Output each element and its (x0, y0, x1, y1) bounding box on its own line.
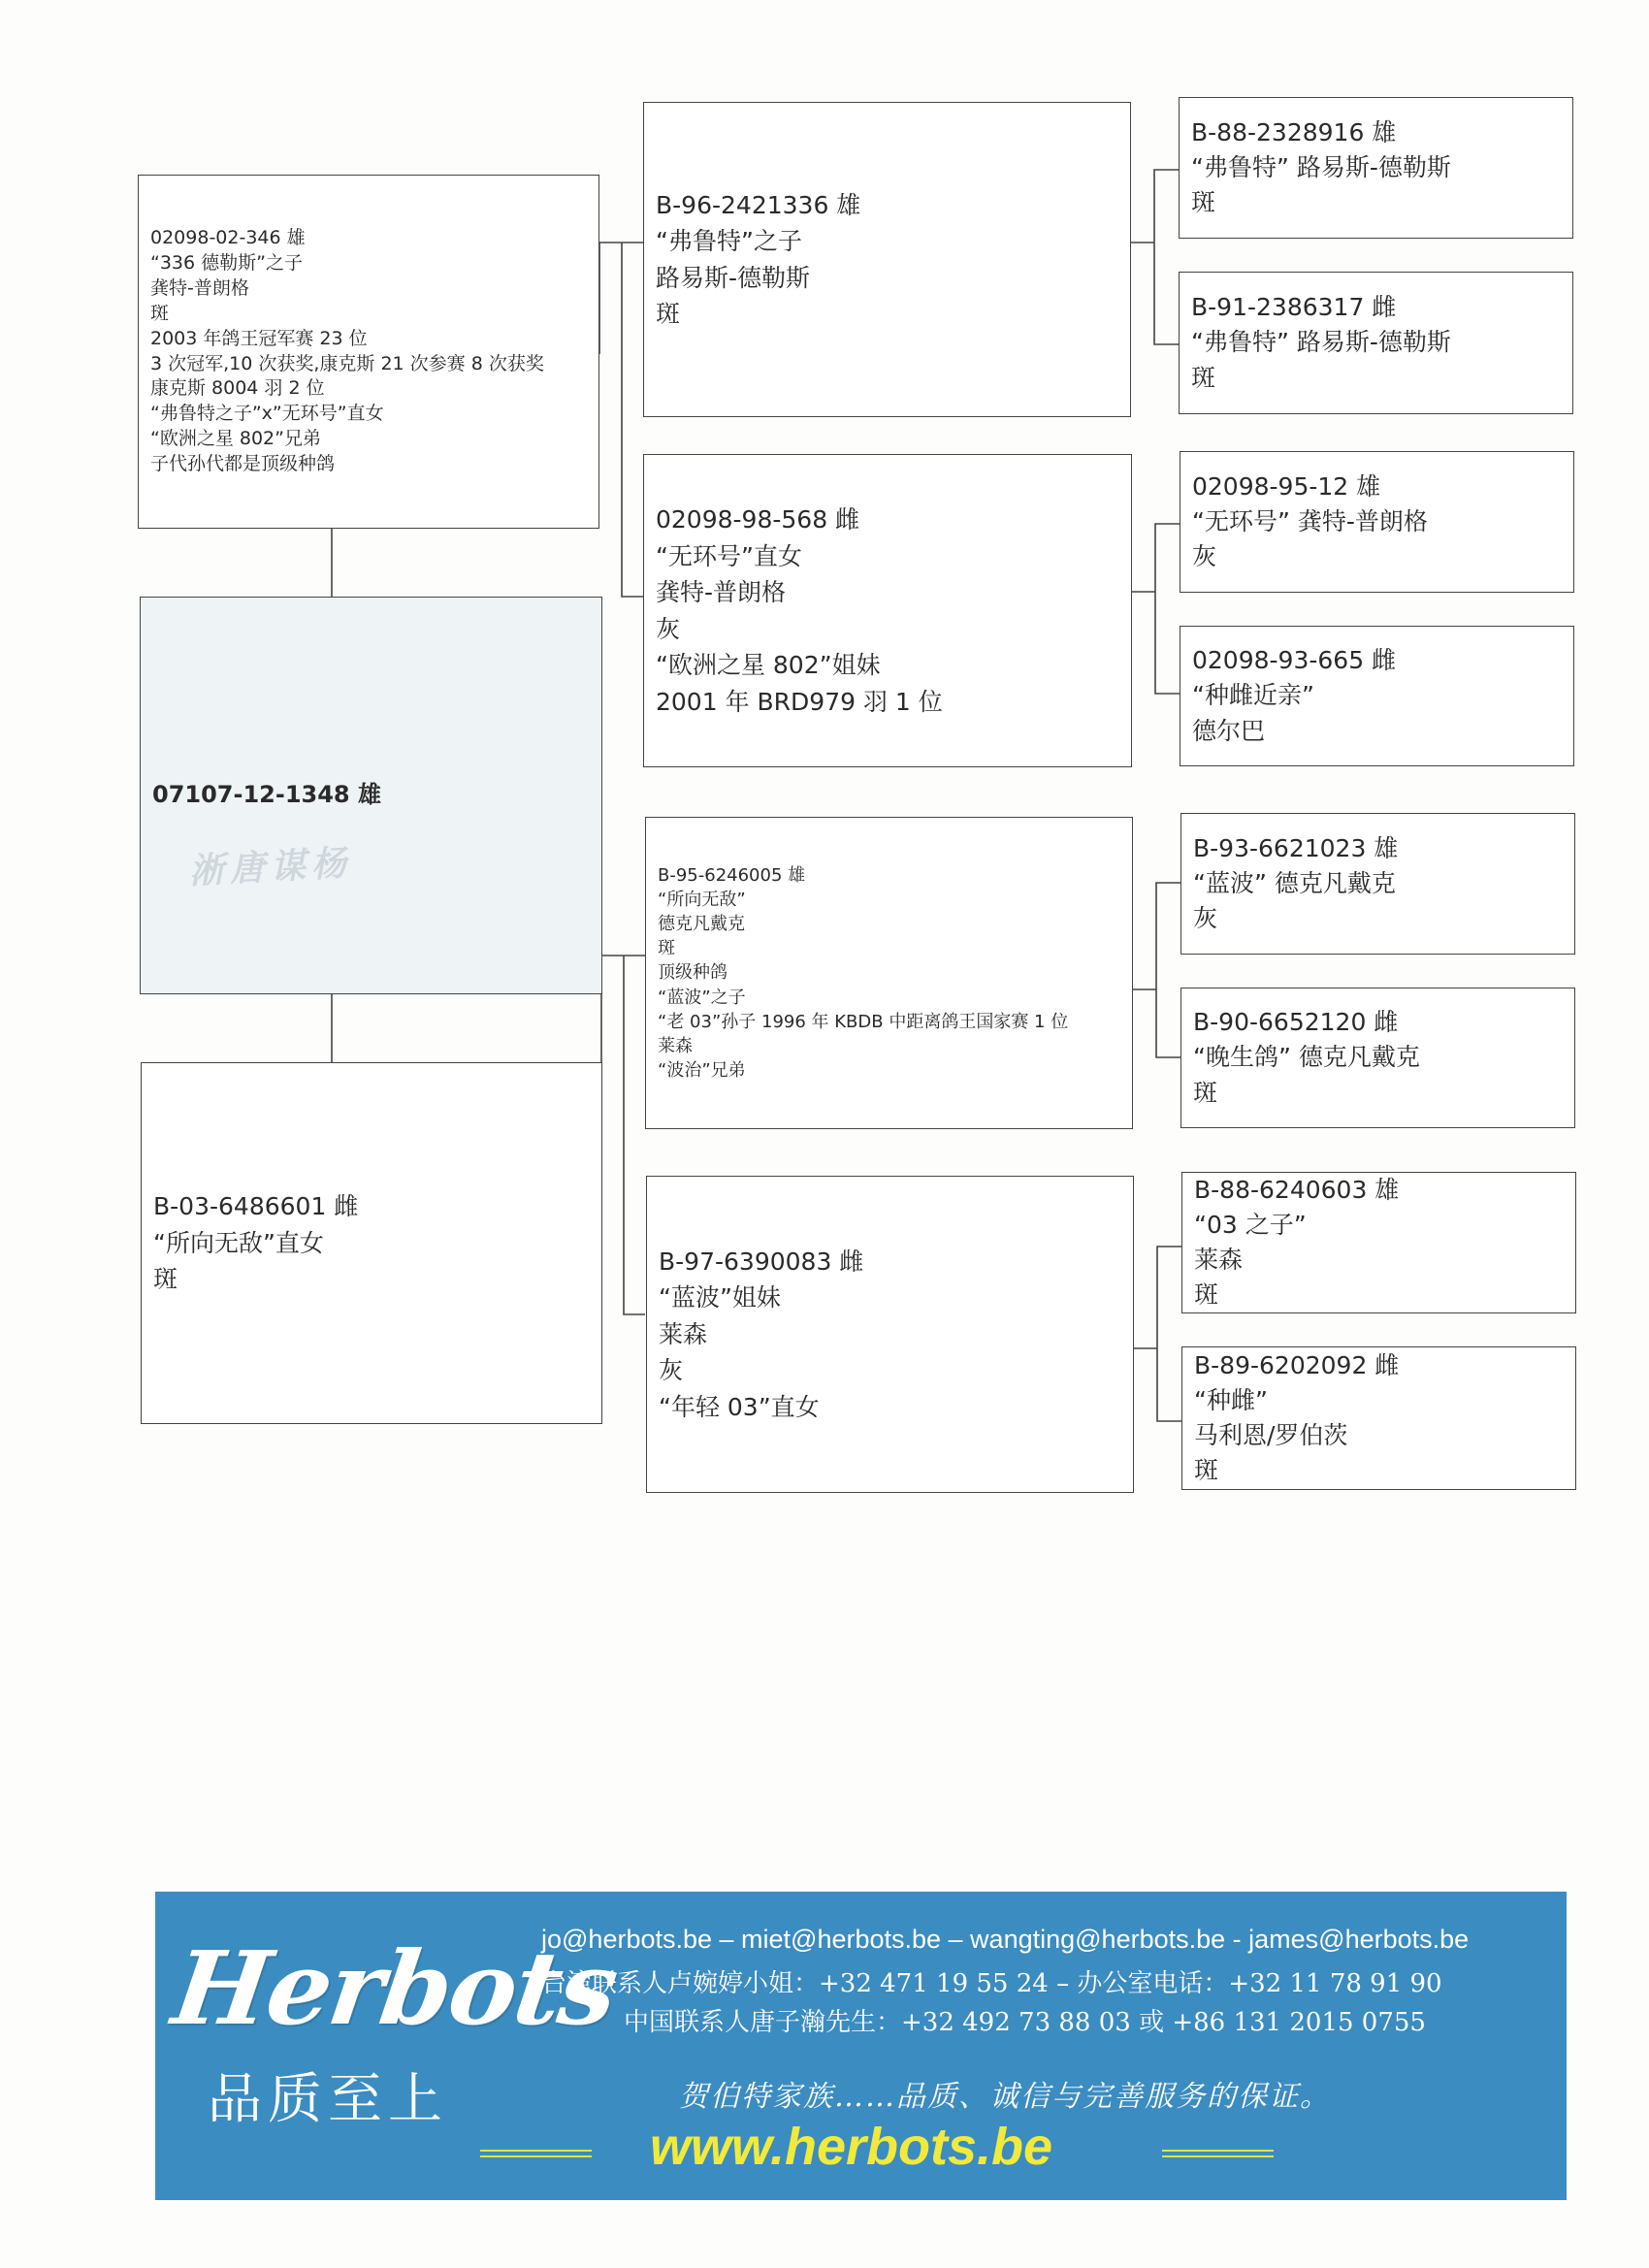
ggp1-line: 斑 (1191, 188, 1216, 217)
email-contacts[interactable]: jo@herbots.be – miet@herbots.be – wangting@herbots.be - james@herbots.be (541, 1925, 1470, 1954)
gp3-line: 斑 (658, 938, 675, 959)
gp3-ring: B-95-6246005 雄 (658, 864, 806, 886)
ggp8-ring: B-89-6202092 雌 (1194, 1350, 1400, 1379)
gp1-ring: B-96-2421336 雄 (656, 190, 861, 219)
ggp5-line: 灰 (1193, 904, 1218, 933)
gp3-line: 德克凡戴克 (658, 914, 745, 935)
ggp4-line: “种雌近亲” (1192, 681, 1314, 710)
connector-dam-gp (601, 956, 645, 1314)
ggp3-line: 灰 (1192, 542, 1217, 571)
ggp6-line: “晚生鸽” 德克凡戴克 (1193, 1043, 1420, 1072)
gp3-line: “老 03”孙子 1996 年 KBDB 中距离鸽王国家赛 1 位 (658, 1011, 1069, 1032)
great-grandparent-box-6 (1180, 988, 1575, 1128)
gp2-ring: 02098-98-568 雌 (656, 505, 860, 534)
connector-sire-gp (599, 243, 643, 597)
ggp1-line: “弗鲁特” 路易斯-德勒斯 (1191, 152, 1451, 181)
handwritten-signature: 淅唐谋杨 (187, 842, 353, 892)
ggp4-line: 德尔巴 (1192, 716, 1266, 745)
sire-line: “弗鲁特之子”x”无环号”直女 (150, 403, 384, 425)
ggp2-ring: B-91-2386317 雌 (1191, 293, 1397, 322)
ggp8-line: 马利恩/罗伯茨 (1194, 1421, 1348, 1449)
decorative-rule-left (480, 2150, 592, 2157)
gp4-ring: B-97-6390083 雌 (659, 1247, 864, 1276)
sire-line: “336 德勒斯”之子 (150, 252, 303, 275)
great-grandparent-box-8 (1181, 1346, 1576, 1490)
great-grandparent-box-3 (1180, 451, 1574, 593)
connector-gp1-ggp (1131, 170, 1179, 344)
taiwan-contact: 台湾联系人卢婉婷小姐：+32 471 19 55 24 – 办公室电话：+32 11 78 91 90 (541, 1969, 1442, 1998)
sire-line: 斑 (150, 302, 170, 324)
ggp7-line: 斑 (1194, 1280, 1219, 1310)
slogan: 品质至上 (208, 2068, 448, 2131)
website-link[interactable]: www.herbots.be (650, 2118, 1053, 2176)
sire-line: 龚特-普朗格 (150, 277, 249, 300)
gp2-line: 灰 (656, 614, 681, 643)
ggp2-line: 斑 (1191, 363, 1216, 392)
tagline: 贺伯特家族……品质、诚信与完善服务的保证。 (679, 2080, 1331, 2114)
gp4-line: 灰 (659, 1356, 684, 1385)
decorative-rule-right (1162, 2150, 1274, 2157)
gp1-line: 路易斯-德勒斯 (656, 263, 811, 292)
ggp1-ring: B-88-2328916 雄 (1191, 117, 1397, 146)
ggp7-line: “03 之子” (1194, 1210, 1307, 1239)
china-contact: 中国联系人唐子瀚先生：+32 492 73 88 03 或 +86 131 2015 0755 (624, 2008, 1426, 2037)
ggp2-line: “弗鲁特” 路易斯-德勒斯 (1191, 328, 1451, 357)
gp2-line: 2001 年 BRD979 羽 1 位 (656, 687, 943, 716)
dam-box (141, 1062, 602, 1424)
gp2-line: 龚特-普朗格 (656, 578, 787, 606)
sire-line: “欧洲之星 802”兄弟 (150, 427, 321, 449)
ggp7-ring: B-88-6240603 雄 (1194, 1175, 1400, 1204)
sire-ring: 02098-02-346 雄 (150, 227, 306, 249)
sire-line: 康克斯 8004 羽 2 位 (150, 377, 325, 400)
sire-line: 2003 年鸽王冠军赛 23 位 (150, 327, 368, 349)
gp3-line: “蓝波”之子 (658, 987, 746, 1008)
ggp5-line: “蓝波” 德克凡戴克 (1193, 868, 1396, 897)
connector-gp4-ggp (1134, 1247, 1181, 1421)
gp3-line: “所向无敌” (658, 889, 746, 910)
herbots-logo: Herbots (166, 1928, 624, 2048)
great-grandparent-box-7 (1181, 1172, 1576, 1313)
sire-line: 子代孙代都是顶级种鸽 (150, 452, 336, 474)
gp1-line: 斑 (656, 300, 681, 328)
ggp7-line: 莱森 (1194, 1246, 1244, 1274)
ggp6-ring: B-90-6652120 雌 (1193, 1008, 1399, 1037)
subject-ring: 07107-12-1348 雄 (152, 781, 381, 809)
herbots-banner (155, 1892, 1567, 2200)
ggp5-ring: B-93-6621023 雄 (1193, 833, 1399, 862)
grandparent-box-1 (643, 102, 1131, 417)
gp2-line: “无环号”直女 (656, 541, 802, 570)
great-grandparent-box-4 (1180, 626, 1574, 766)
ggp8-line: “种雌” (1194, 1385, 1268, 1414)
dam-line: “所向无敌”直女 (153, 1228, 324, 1257)
grandparent-box-3 (645, 817, 1133, 1129)
connector-gp3-ggp (1133, 883, 1180, 1057)
dam-line: 斑 (153, 1265, 178, 1294)
ggp3-line: “无环号” 龚特-普朗格 (1192, 506, 1428, 535)
subject-box (140, 597, 602, 994)
great-grandparent-box-2 (1179, 272, 1573, 414)
ggp3-ring: 02098-95-12 雄 (1192, 471, 1381, 501)
great-grandparent-box-1 (1179, 97, 1573, 239)
ggp6-line: 斑 (1193, 1078, 1218, 1107)
gp4-line: 莱森 (659, 1319, 708, 1348)
gp3-line: 莱森 (658, 1035, 693, 1056)
grandparent-box-2 (643, 454, 1132, 767)
gp3-line: “波治”兄弟 (658, 1060, 746, 1082)
sire-box (138, 175, 599, 529)
gp1-line: “弗鲁特”之子 (656, 227, 802, 255)
connector-gp2-ggp (1132, 524, 1180, 694)
dam-ring: B-03-6486601 雌 (153, 1192, 359, 1221)
ggp4-ring: 02098-93-665 雌 (1192, 646, 1397, 675)
gp4-line: “蓝波”姐妹 (659, 1283, 781, 1312)
gp4-line: “年轻 03”直女 (659, 1392, 820, 1421)
sire-line: 3 次冠军,10 次获奖,康克斯 21 次参赛 8 次获奖 (150, 352, 544, 374)
gp2-line: “欧洲之星 802”姐妹 (656, 651, 881, 679)
great-grandparent-box-5 (1180, 813, 1575, 955)
ggp8-line: 斑 (1194, 1456, 1219, 1485)
grandparent-box-4 (646, 1176, 1134, 1493)
gp3-line: 顶级种鸽 (658, 962, 728, 984)
